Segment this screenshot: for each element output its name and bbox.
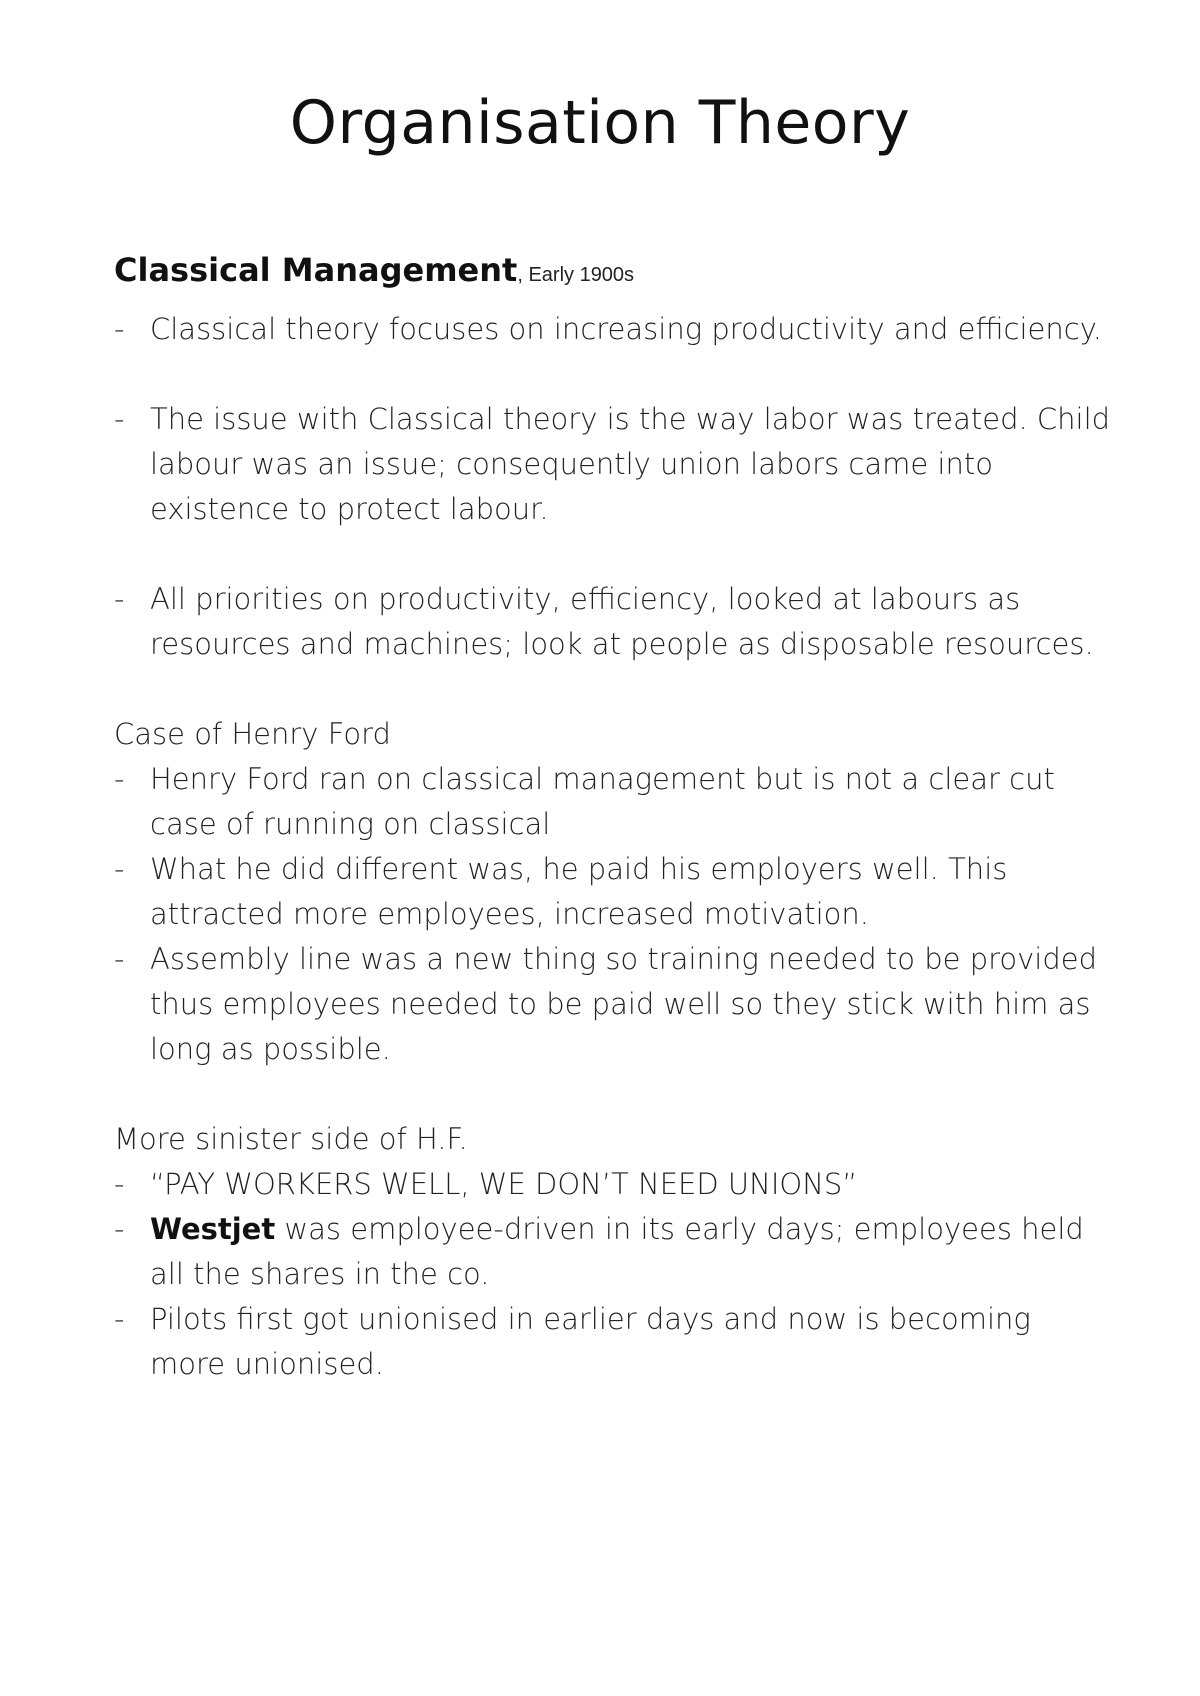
dash-bullet: - [114, 1167, 125, 1201]
dash-bullet: - [114, 762, 125, 796]
list-item-text: “PAY WORKERS WELL, WE DON’T NEED UNIONS” [150, 1167, 858, 1201]
section-heading-main: Classical Management [114, 251, 518, 289]
list-item-text: Assembly line was a new thing so training needed to be provided thus employees needed to be paid well so they stick with him as long as possible. [150, 942, 1098, 1066]
list-item-text: Pilots first got unionised in earlier days and now is becoming more unionised. [150, 1302, 1031, 1381]
list-item [114, 397, 1114, 532]
spacer [114, 1072, 1114, 1117]
dash-bullet: - [114, 852, 125, 886]
list-item [114, 307, 1114, 352]
list-item [114, 577, 1114, 667]
list-item-text: Henry Ford ran on classical management but is not a clear cut case of running on classical [150, 762, 1055, 841]
sinister-heading: More sinister side of H.F. [114, 1122, 468, 1156]
westjet-text: was employee-driven in its early days; employees held all the shares in the co. [150, 1212, 1084, 1291]
classical-points-list-3 [114, 577, 1114, 667]
dash-bullet: - [114, 942, 125, 976]
list-item [114, 937, 1114, 1072]
list-item-text [150, 1212, 1084, 1291]
list-item-text: The issue with Classical theory is the way labor was treated. Child labour was an issue; consequently union labors came into existence to protect labour. [150, 402, 1111, 526]
document-title: Organisation Theory [289, 88, 911, 158]
document-body [114, 248, 1114, 1387]
list-item-text: All priorities on productivity, efficiency, looked at labours as resources and machines; look at people as disposable resources. [150, 582, 1094, 661]
spacer [114, 532, 1114, 577]
section-heading-date: , Early 1900s [517, 264, 635, 286]
dash-bullet: - [114, 312, 125, 346]
section-heading [114, 248, 1114, 298]
westjet-name: Westjet [150, 1212, 276, 1246]
list-item [114, 847, 1114, 937]
spacer [114, 352, 1114, 397]
dash-bullet: - [114, 582, 125, 616]
list-item-text: Classical theory focuses on increasing productivity and efficiency. [150, 312, 1102, 346]
dash-bullet: - [114, 402, 125, 436]
classical-points-list-2 [114, 397, 1114, 532]
dash-bullet: - [114, 1212, 125, 1246]
list-item [114, 757, 1114, 847]
list-item [114, 1207, 1114, 1297]
list-item [114, 1297, 1114, 1387]
spacer [114, 667, 1114, 712]
classical-points-list [114, 307, 1114, 352]
list-item-text: What he did different was, he paid his employers well. This attracted more employees, increased motivation. [150, 852, 1008, 931]
ford-case-heading: Case of Henry Ford [114, 717, 391, 751]
list-item [114, 1162, 1114, 1207]
dash-bullet: - [114, 1302, 125, 1336]
ford-case-list [114, 757, 1114, 1072]
sinister-list [114, 1162, 1114, 1387]
